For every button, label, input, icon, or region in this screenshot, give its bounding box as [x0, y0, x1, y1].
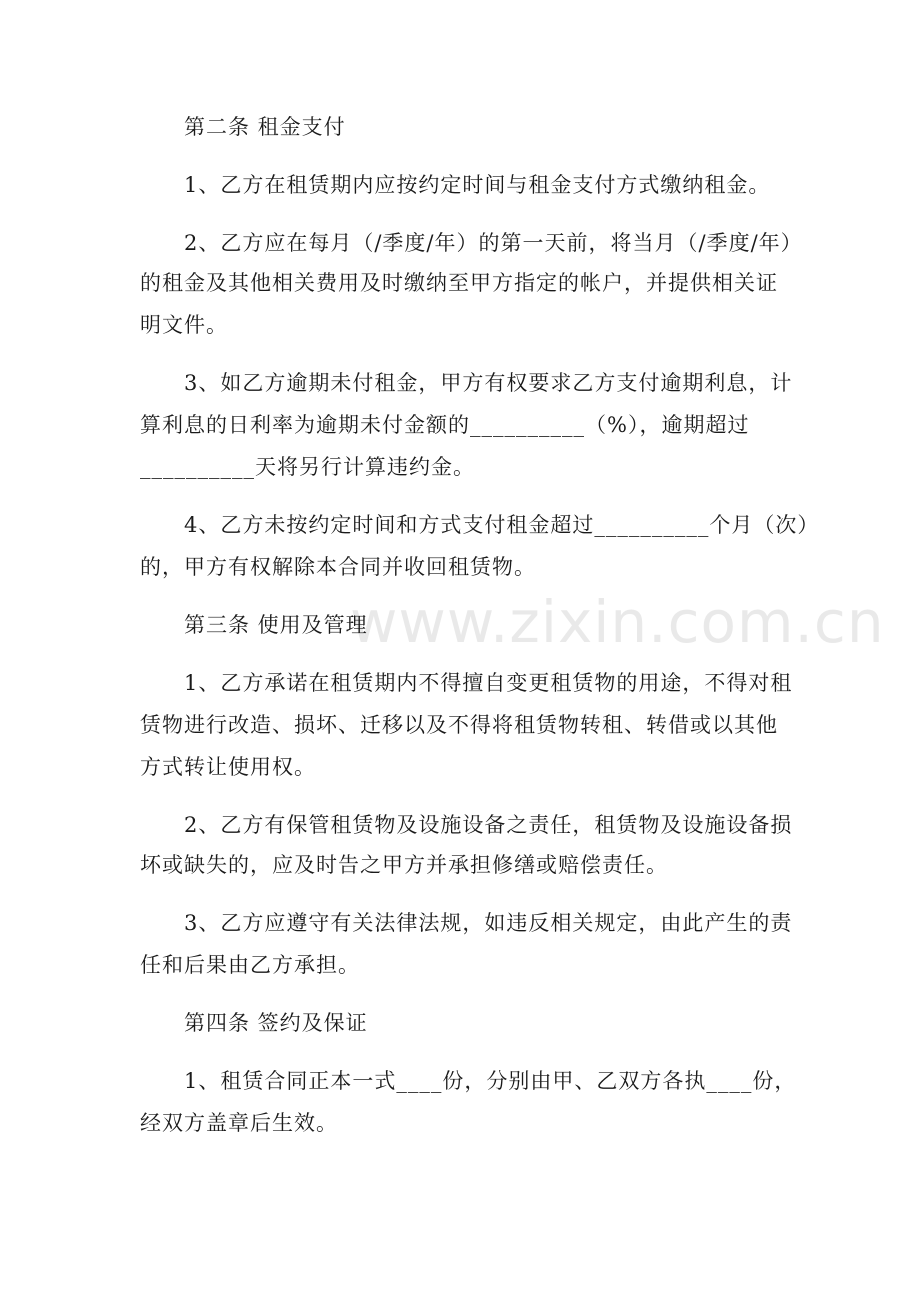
article-2-clause-2-line-1: 2、乙方应在每月（/季度/年）的第一天前，将当月（/季度/年）	[184, 231, 803, 255]
article-3-clause-2-line-1: 2、乙方有保管租赁物及设施设备之责任，租赁物及设施设备损	[184, 813, 793, 837]
watermark: www.zixin.com.cn	[350, 588, 885, 656]
article-3-clause-1-line-1: 1、乙方承诺在租赁期内不得擅自变更租赁物的用途，不得对租	[184, 671, 793, 695]
article-3-clause-3-line-1: 3、乙方应遵守有关法律法规，如违反相关规定，由此产生的责	[184, 911, 793, 935]
article-2-clause-3-line-2: 算利息的日利率为逾期未付金额的__________（%），逾期超过	[140, 413, 750, 437]
article-2-clause-3-line-1: 3、如乙方逾期未付租金，甲方有权要求乙方支付逾期利息，计	[184, 371, 793, 395]
article-2-clause-1: 1、乙方在租赁期内应按约定时间与租金支付方式缴纳租金。	[184, 173, 771, 197]
article-4-clause-1-line-2: 经双方盖章后生效。	[140, 1111, 338, 1135]
article-3-clause-2-line-2: 坏或缺失的，应及时告之甲方并承担修缮或赔偿责任。	[140, 853, 668, 877]
article-3-clause-3-line-2: 任和后果由乙方承担。	[140, 953, 360, 977]
article-4-heading: 第四条 签约及保证	[184, 1011, 368, 1035]
article-3-heading: 第三条 使用及管理	[184, 613, 368, 637]
article-2-clause-2-line-2: 的租金及其他相关费用及时缴纳至甲方指定的帐户，并提供相关证	[140, 271, 778, 295]
article-3-clause-1-line-3: 方式转让使用权。	[140, 755, 316, 779]
article-2-heading: 第二条 租金支付	[184, 115, 346, 139]
article-4-clause-1-line-1: 1、租赁合同正本一式____份，分别由甲、乙双方各执____份，	[184, 1069, 797, 1093]
article-2-clause-3-line-3: __________天将另行计算违约金。	[140, 455, 475, 479]
article-2-clause-4-line-1: 4、乙方未按约定时间和方式支付租金超过__________个月（次）	[184, 513, 820, 537]
article-2-clause-4-line-2: 的，甲方有权解除本合同并收回租赁物。	[140, 555, 536, 579]
article-3-clause-1-line-2: 赁物进行改造、损坏、迁移以及不得将租赁物转租、转借或以其他	[140, 713, 778, 737]
article-2-clause-2-line-3: 明文件。	[140, 313, 228, 337]
